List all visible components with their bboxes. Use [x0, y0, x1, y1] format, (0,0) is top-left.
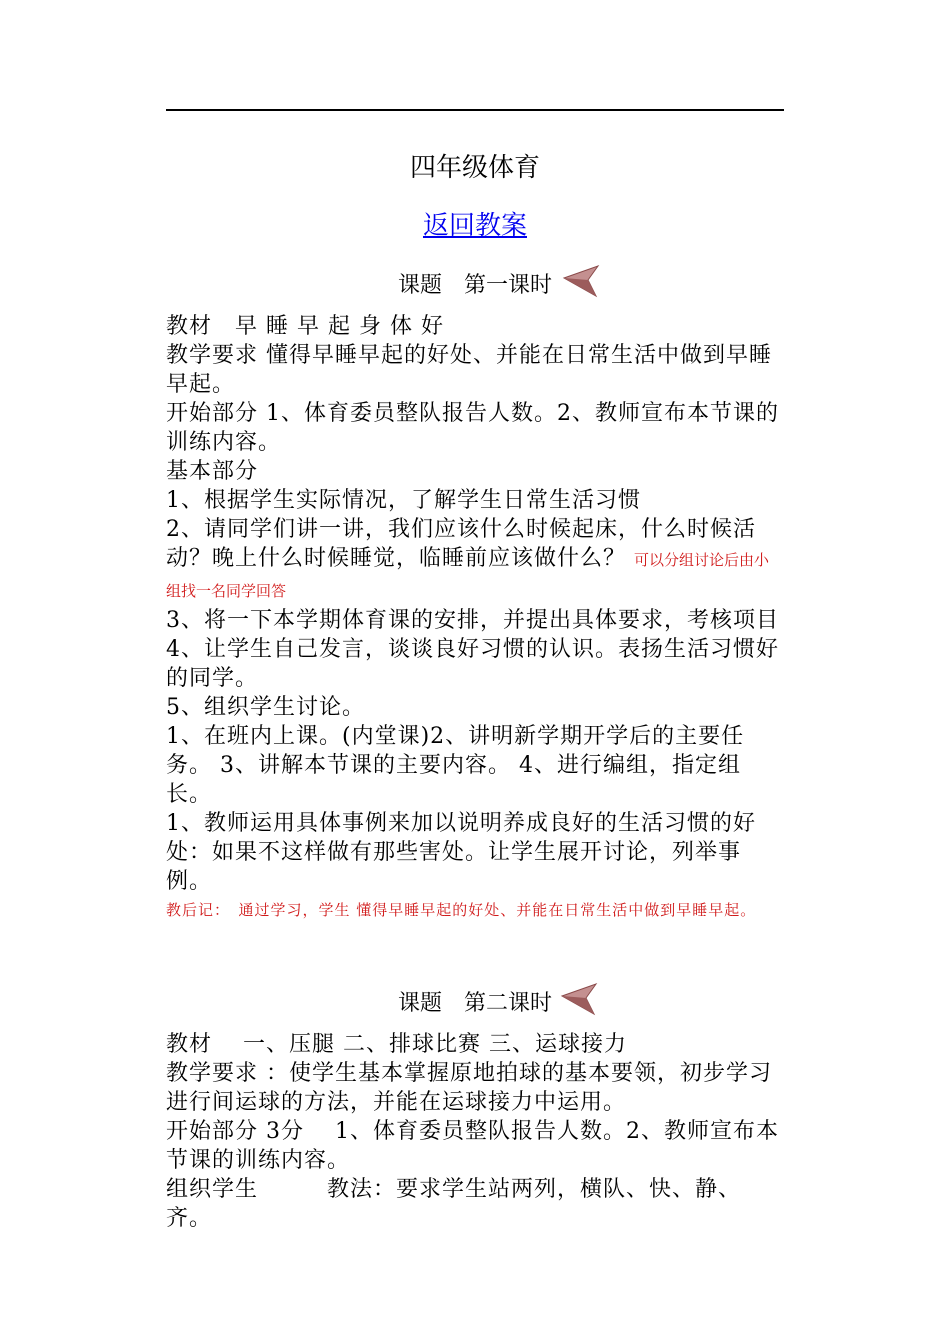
lesson1-heading-text: 课题 第一课时 [397, 273, 552, 298]
lesson1-item5: 5、组织学生讨论。 [166, 695, 365, 720]
back-arrow-icon[interactable] [562, 264, 602, 300]
lesson1-para-a: 1、在班内上课。(内堂课)2、讲明新学期开学后的主要任务。 3、讲解本节课的主要内容。 4、进行编组，指定组长。 [166, 724, 745, 807]
back-to-lessons-link[interactable]: 返回教案 [422, 211, 527, 241]
lesson2-organize: 组织学生 教法：要求学生站两列，横队、快、静、齐。 [166, 1177, 742, 1231]
header-rule [166, 109, 784, 111]
lesson2-body [166, 1030, 784, 1233]
lesson1-after-note: 教后记： 通过学习，学生 懂得早睡早起的好处、并能在日常生活中做到早睡早起。 [166, 901, 757, 919]
lesson1-item2-note: 可以分组讨论后由小组找一名同学回答 [166, 551, 770, 600]
lesson1-item2 [166, 515, 784, 606]
lesson1-item2-text: 2、请同学们讲一讲，我们应该什么时候起床，什么时候活动？晚上什么时候睡觉，临睡前应该做什么？ [166, 517, 756, 571]
lesson1-item4: 4、让学生自己发言，谈谈良好习惯的认识。表扬生活习惯好的同学。 [166, 637, 779, 691]
lesson2-heading-text: 课题 第二课时 [397, 991, 552, 1016]
lesson1-material: 教材 早 睡 早 起 身 体 好 [166, 314, 444, 339]
lesson1-para-b: 1、教师运用具体事例来加以说明养成良好的生活习惯的好处：如果不这样做有那些害处。让学生展开讨论，列举事例。 [166, 811, 756, 894]
lesson2-material: 教材 一、压腿 二、排球比赛 三、运球接力 [166, 1032, 627, 1057]
lesson2-requirement: 教学要求 ：使学生基本掌握原地拍球的基本要领，初步学习进行间运球的方法，并能在运球接力中运用。 [166, 1061, 772, 1115]
lesson1-start: 开始部分 1、体育委员整队报告人数。2、教师宣布本节课的训练内容。 [166, 401, 779, 455]
lesson1-requirement: 教学要求 懂得早睡早起的好处、并能在日常生活中做到早睡早起。 [166, 343, 772, 397]
back-arrow-icon[interactable] [560, 982, 600, 1018]
lesson1-basic-label: 基本部分 [166, 459, 259, 484]
back-link-wrap [166, 208, 784, 244]
lesson1-item1: 1、根据学生实际情况，了解学生日常生活习惯 [166, 488, 641, 513]
lesson2-start: 开始部分 3分 1、体育委员整队报告人数。2、教师宣布本节课的训练内容。 [166, 1119, 779, 1173]
lesson1-heading [166, 270, 784, 302]
lesson1-item3: 3、将一下本学期体育课的安排，并提出具体要求，考核项目 [166, 608, 779, 633]
lesson2-heading [166, 988, 784, 1020]
lesson1-body [166, 312, 784, 925]
page-title: 四年级体育 [409, 153, 540, 183]
